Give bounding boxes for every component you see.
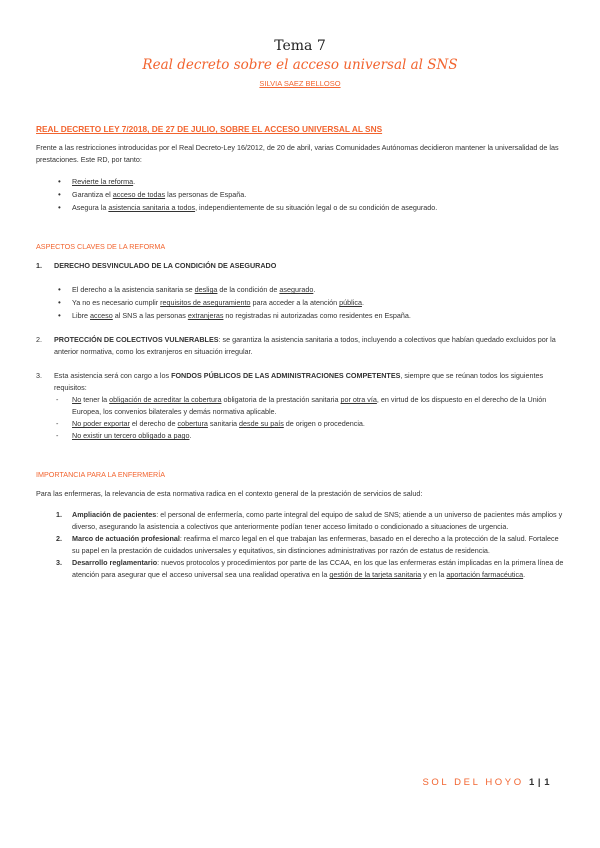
list-item: - No existir un tercero obligado a pago. [56,430,566,442]
page-number: 1 | 1 [528,777,550,788]
page-footer [422,777,550,788]
requisitos-dash-list [56,394,566,442]
list-item: • Asegura la asistencia sanitaria a todos, independientemente de su situación legal o de su condición de asegurado. [58,201,558,214]
list-item: 3. Desarrollo reglamentario: nuevos protocolos y procedimientos por parte de las CCAA, en los que las enfermeras están implicadas en la primera línea de atención para asegurar que el acceso universal sea una realidad operativa en la gestión de la tarjeta sanitaria y en la aportación farmacéutica. [56,558,564,579]
aspecto-1-bullet-list [58,283,558,323]
footer-brand: SOL DEL HOYO [422,777,524,788]
section-heading-importancia: IMPORTANCIA PARA LA ENFERMERÍA [36,470,166,479]
importancia-list [56,509,566,581]
list-item: • Garantiza el acceso de todas las personas de España. [58,188,558,201]
importancia-intro: Para las enfermeras, la relevancia de esta normativa radica en el contexto general de la prestación de servicios de salud: [36,489,423,498]
document-subtitle: Real decreto sobre el acceso universal al SNS [142,57,458,73]
list-item: 2. Marco de actuación profesional: reafirma el marco legal en el que trabajan las enfermeras, basado en el derecho a la protección de la salud. Fortalece su papel en la prestación de cuidados universales y equitativos, sin distinciones administrativas por razón de estatus de residencia. [56,534,559,555]
list-item: • Ya no es necesario cumplir requisitos de aseguramiento para acceder a la atención pública. [58,296,558,309]
section-heading-aspectos: ASPECTOS CLAVES DE LA REFORMA [36,242,166,251]
intro-bullet-list [58,175,558,215]
list-item: - No tener la obligación de acreditar la cobertura obligatoria de la prestación sanitaria por otra vía, en virtud de los dispuesto en el derecho de la Unión Europea, los convenios bilaterales y demás normativa aplicable. [56,394,566,418]
list-item: • Libre acceso al SNS a las personas extranjeras no registradas ni autorizadas como residentes en España. [58,309,558,322]
list-item: • El derecho a la asistencia sanitaria se desliga de la condición de asegurado. [58,283,558,296]
main-heading: REAL DECRETO LEY 7/2018, DE 27 DE JULIO, SOBRE EL ACCESO UNIVERSAL AL SNS [36,124,383,134]
aspecto-item-1: 1. DERECHO DESVINCULADO DE LA CONDICIÓN DE ASEGURADO [36,261,277,270]
list-item: • Revierte la reforma. [58,175,558,188]
intro-paragraph: Frente a las restricciones introducidas por el Real Decreto-Ley 16/2012, de 20 de abril, varias Comunidades Autónomas decidieron mantener la universalidad de las prestaciones. Este RD, por tanto: [36,143,559,165]
aspecto-item-2: 2. PROTECCIÓN DE COLECTIVOS VULNERABLES: se garantiza la asistencia sanitaria a todos, incluyendo a colectivos que habían quedado excluidos por la anterior normativa, como los extranjeros en situación irregular. [36,335,556,356]
list-item: - No poder exportar el derecho de cobertura sanitaria desde su país de origen o procedencia. [56,418,566,430]
aspecto-item-3: 3. Esta asistencia será con cargo a los FONDOS PÚBLICOS DE LAS ADMINISTRACIONES COMPETENTES, siempre que se reúnan todos los siguientes requisitos: [36,371,544,392]
author-link[interactable]: SILVIA SAEZ BELLOSO [259,79,341,88]
document-title: Tema 7 [274,38,326,54]
list-item: 1. Ampliación de pacientes: el personal de enfermería, como parte integral del equipo de salud de SNS; atiende a un universo de pacientes más amplios y diverso, asegurando la asistencia a colectivos que anteriormente podían tener acceso limitado o condicionado a situaciones de urgencia. [56,510,563,531]
